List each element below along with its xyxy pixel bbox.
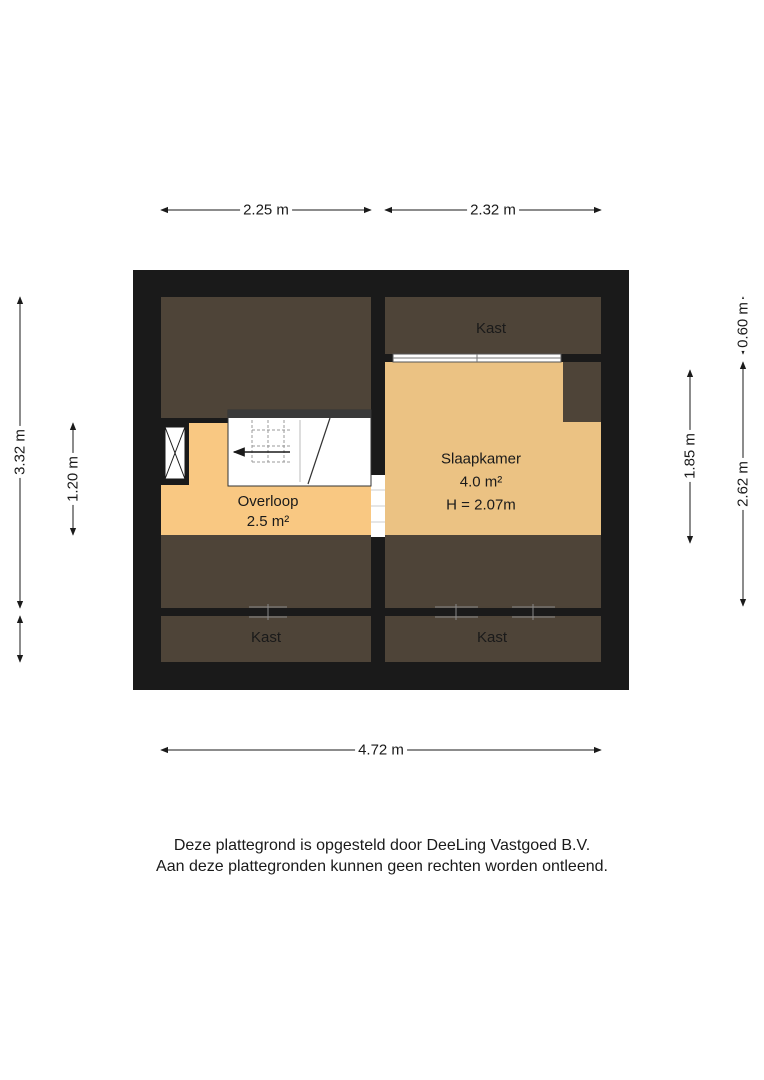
- room-slaapkamer-area: 4.0 m²: [459, 473, 503, 491]
- footer-line-1: Deze plattegrond is opgesteld door DeeLing Vastgoed B.V.: [173, 837, 591, 854]
- room-overloop-name: Overloop: [237, 493, 299, 510]
- room-slaapkamer-height: H = 2.07m: [446, 496, 516, 514]
- dim-top-left: 2.25 m: [240, 202, 292, 219]
- slope-area-bottom-left: [161, 535, 371, 608]
- room-label-kast-bottom-left: Kast: [250, 629, 282, 646]
- room-label-kast-bottom-right: Kast: [476, 629, 508, 646]
- room-slaapkamer: [441, 448, 521, 517]
- dim-top-right: 2.32 m: [467, 202, 519, 219]
- footer-line-2: Aan deze plattegronden kunnen geen rechten worden ontleend.: [156, 858, 608, 875]
- slope-area-top-left: [161, 297, 371, 418]
- slope-area-right: [563, 362, 601, 422]
- dim-right-outer-top: 0.60 m: [735, 299, 752, 351]
- slaapkamer-floor-ext: [563, 422, 601, 535]
- slope-area-bottom-right: [385, 535, 601, 608]
- dim-right-inner: 1.85 m: [682, 430, 699, 482]
- dim-left-outer: 3.32 m: [12, 426, 29, 478]
- room-overloop: [238, 492, 299, 532]
- dim-bottom: 4.72 m: [355, 742, 407, 759]
- room-label-kast-top: Kast: [475, 320, 507, 337]
- dim-left-inner: 1.20 m: [65, 453, 82, 505]
- wall-horizontal: [161, 608, 601, 616]
- room-slaapkamer-name: Slaapkamer: [440, 450, 522, 468]
- dim-right-outer-bottom: 2.62 m: [735, 458, 752, 510]
- room-overloop-area: 2.5 m²: [246, 513, 290, 530]
